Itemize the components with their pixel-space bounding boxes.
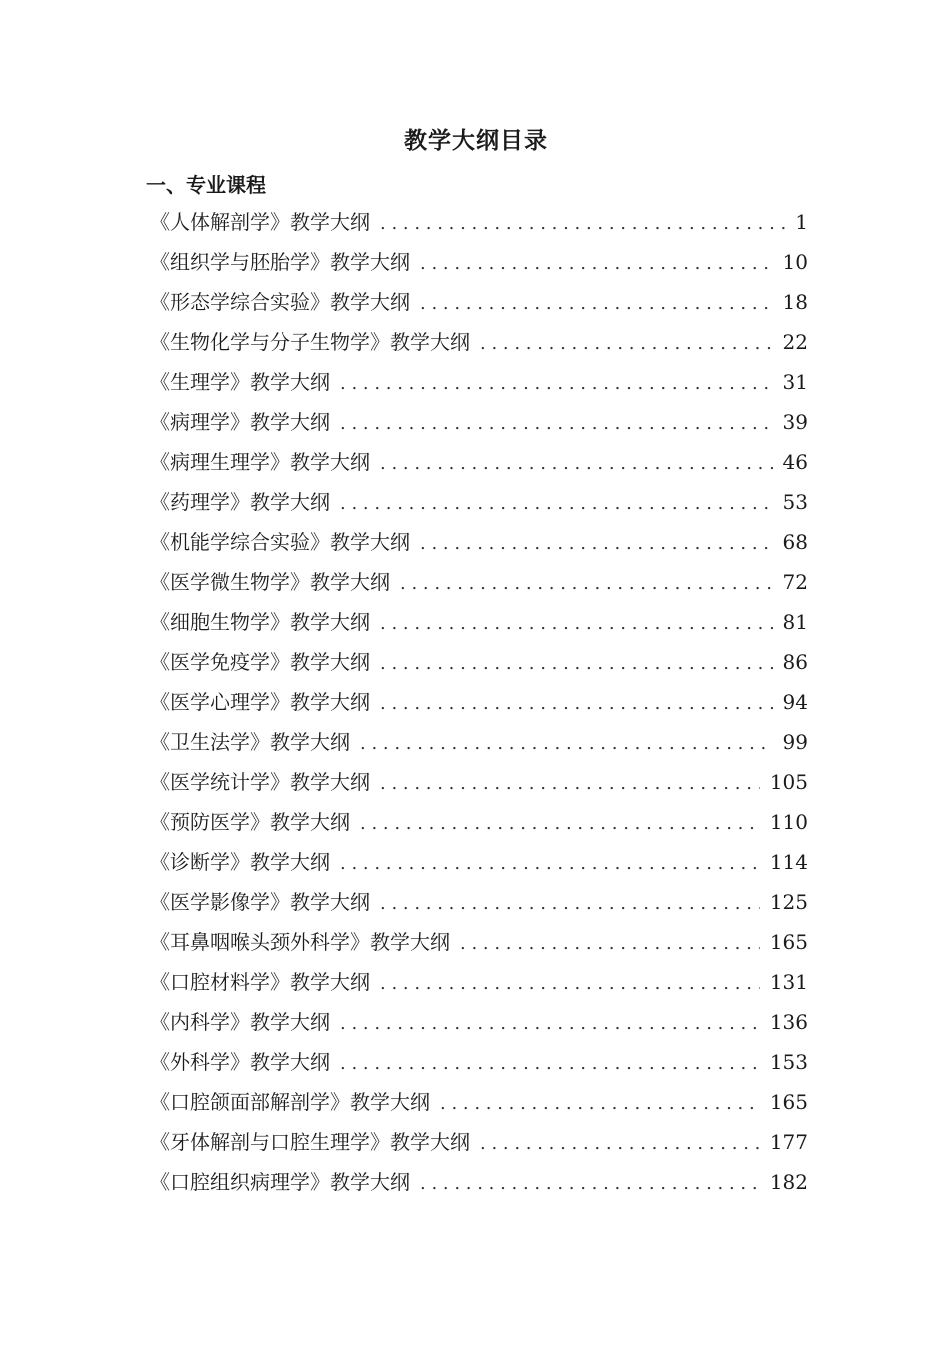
dot-leader	[420, 244, 773, 284]
dot-leader	[380, 444, 773, 484]
toc-entry[interactable]	[150, 242, 808, 282]
toc-entry-title: 《机能学综合实验》教学大纲	[150, 530, 410, 554]
toc-entry-page: 86	[782, 650, 808, 674]
dot-leader	[480, 1124, 760, 1164]
toc-entry[interactable]	[150, 722, 808, 762]
toc-entry[interactable]	[150, 882, 808, 922]
toc-entry-page: 1	[795, 210, 808, 234]
toc-entry-title: 《人体解剖学》教学大纲	[150, 210, 370, 234]
toc-entry[interactable]	[150, 202, 808, 242]
toc-entry[interactable]	[150, 482, 808, 522]
toc-entry-title: 《内科学》教学大纲	[150, 1010, 330, 1034]
toc-entry-title: 《口腔材料学》教学大纲	[150, 970, 370, 994]
toc-entry-page: 22	[782, 330, 808, 354]
toc-entry-title: 《耳鼻咽喉头颈外科学》教学大纲	[150, 930, 450, 954]
toc-entry-title: 《药理学》教学大纲	[150, 490, 330, 514]
dot-leader	[340, 844, 760, 884]
toc-entry-page: 18	[782, 290, 808, 314]
dot-leader	[380, 204, 785, 244]
toc-entry-title: 《形态学综合实验》教学大纲	[150, 290, 410, 314]
dot-leader	[340, 484, 773, 524]
toc-entry-page: 39	[782, 410, 808, 434]
toc-entry-page: 182	[769, 1170, 808, 1194]
toc-entry[interactable]	[150, 762, 808, 802]
toc-entry-title: 《医学统计学》教学大纲	[150, 770, 370, 794]
dot-leader	[460, 924, 760, 964]
toc-entry-page: 165	[769, 930, 808, 954]
toc-entry-title: 《生物化学与分子生物学》教学大纲	[150, 330, 470, 354]
dot-leader	[340, 404, 773, 444]
toc-entry[interactable]	[150, 442, 808, 482]
toc-entry-page: 99	[782, 730, 808, 754]
page-title: 教学大纲目录	[404, 127, 548, 154]
toc-entry-title: 《外科学》教学大纲	[150, 1050, 330, 1074]
toc-entry-page: 105	[769, 770, 808, 794]
dot-leader	[340, 1004, 760, 1044]
dot-leader	[380, 764, 760, 804]
toc-entry-title: 《医学免疫学》教学大纲	[150, 650, 370, 674]
toc-entry[interactable]	[150, 1082, 808, 1122]
dot-leader	[380, 604, 773, 644]
dot-leader	[380, 644, 773, 684]
toc-entry-page: 72	[782, 570, 808, 594]
toc-entry-page: 125	[769, 890, 808, 914]
dot-leader	[400, 564, 773, 604]
toc-entry-page: 177	[769, 1130, 808, 1154]
toc-entry[interactable]	[150, 842, 808, 882]
toc-entry-page: 81	[782, 610, 808, 634]
toc-entry-title: 《口腔颌面部解剖学》教学大纲	[150, 1090, 430, 1114]
dot-leader	[340, 1044, 760, 1084]
dot-leader	[420, 284, 773, 324]
table-of-contents	[150, 202, 808, 1202]
toc-entry-title: 《口腔组织病理学》教学大纲	[150, 1170, 410, 1194]
toc-entry[interactable]	[150, 362, 808, 402]
toc-entry[interactable]	[150, 802, 808, 842]
toc-entry-page: 10	[782, 250, 808, 274]
dot-leader	[380, 684, 773, 724]
dot-leader	[420, 1164, 760, 1204]
toc-entry[interactable]	[150, 1122, 808, 1162]
toc-entry[interactable]	[150, 1162, 808, 1202]
toc-entry-title: 《医学影像学》教学大纲	[150, 890, 370, 914]
dot-leader	[480, 324, 773, 364]
dot-leader	[380, 884, 760, 924]
dot-leader	[360, 804, 760, 844]
toc-entry[interactable]	[150, 642, 808, 682]
toc-entry[interactable]	[150, 1042, 808, 1082]
toc-entry-title: 《病理生理学》教学大纲	[150, 450, 370, 474]
section-heading: 一、专业课程	[146, 173, 266, 197]
toc-entry[interactable]	[150, 922, 808, 962]
toc-entry-title: 《细胞生物学》教学大纲	[150, 610, 370, 634]
toc-entry[interactable]	[150, 682, 808, 722]
toc-entry-title: 《医学微生物学》教学大纲	[150, 570, 390, 594]
toc-entry-title: 《病理学》教学大纲	[150, 410, 330, 434]
dot-leader	[380, 964, 760, 1004]
toc-entry-title: 《预防医学》教学大纲	[150, 810, 350, 834]
toc-entry-title: 《卫生法学》教学大纲	[150, 730, 350, 754]
toc-entry[interactable]	[150, 402, 808, 442]
toc-entry-page: 94	[782, 690, 808, 714]
toc-entry-title: 《牙体解剖与口腔生理学》教学大纲	[150, 1130, 470, 1154]
dot-leader	[440, 1084, 760, 1124]
toc-entry-title: 《诊断学》教学大纲	[150, 850, 330, 874]
toc-entry[interactable]	[150, 562, 808, 602]
toc-entry[interactable]	[150, 602, 808, 642]
toc-entry[interactable]	[150, 522, 808, 562]
toc-entry-page: 131	[769, 970, 808, 994]
toc-entry-page: 136	[769, 1010, 808, 1034]
dot-leader	[420, 524, 773, 564]
toc-entry-page: 46	[782, 450, 808, 474]
dot-leader	[340, 364, 773, 404]
toc-entry-page: 153	[769, 1050, 808, 1074]
toc-entry-page: 114	[769, 850, 808, 874]
toc-entry-page: 68	[782, 530, 808, 554]
dot-leader	[360, 724, 773, 764]
toc-entry[interactable]	[150, 1002, 808, 1042]
toc-entry[interactable]	[150, 962, 808, 1002]
toc-entry-title: 《医学心理学》教学大纲	[150, 690, 370, 714]
toc-entry-title: 《组织学与胚胎学》教学大纲	[150, 250, 410, 274]
toc-entry-page: 53	[782, 490, 808, 514]
toc-entry-page: 110	[769, 810, 808, 834]
toc-entry[interactable]	[150, 282, 808, 322]
toc-entry-title: 《生理学》教学大纲	[150, 370, 330, 394]
toc-entry-page: 31	[782, 370, 808, 394]
toc-entry-page: 165	[769, 1090, 808, 1114]
toc-entry[interactable]	[150, 322, 808, 362]
